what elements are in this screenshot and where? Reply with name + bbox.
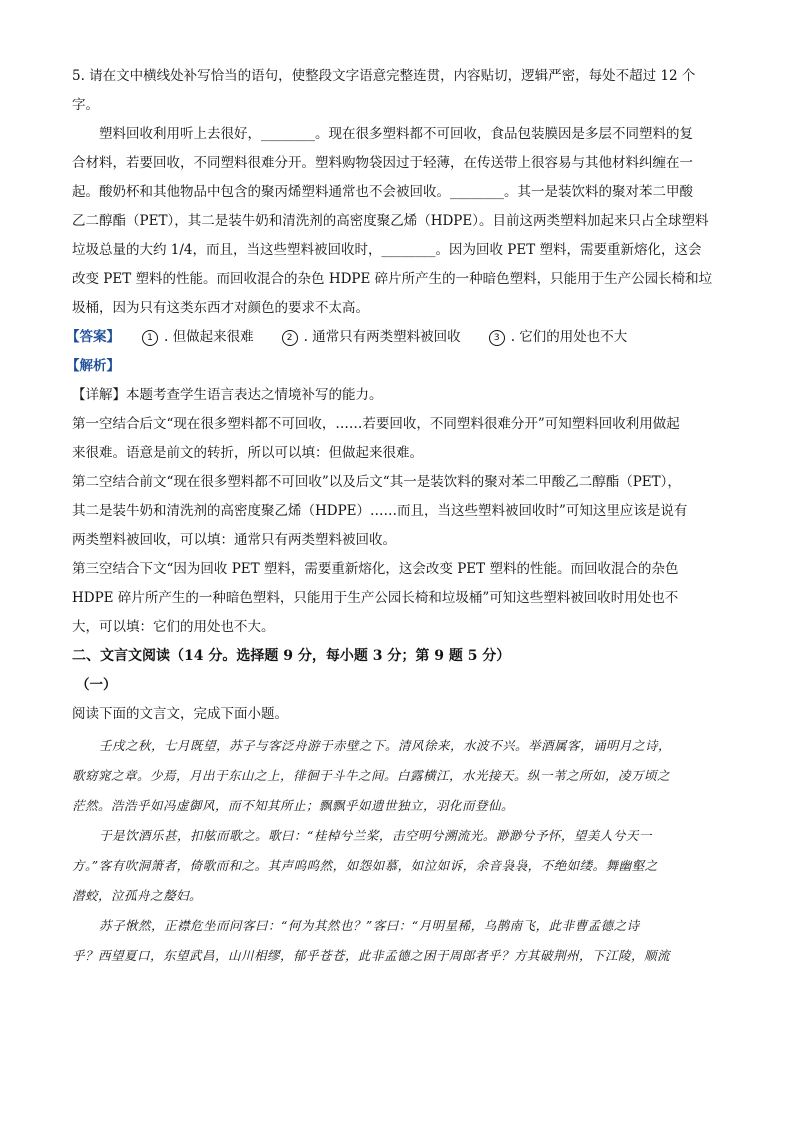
- classical-text-line: 壬戌之秋，七月既望，苏子与客泛舟游于赤壁之下。清风徐来，水波不兴。举酒属客，诵明月之诗，: [99, 738, 672, 753]
- answer-item-text: . 通常只有两类塑料被回收: [303, 329, 461, 345]
- exam-page: [66, 62, 724, 971]
- answer-tag: 【答案】: [66, 329, 120, 345]
- classical-text-line: 于是饮酒乐甚，扣舷而歌之。歌曰：“桂棹兮兰桨，击空明兮溯流光。渺渺兮予怀，望美人兮天一: [99, 828, 652, 843]
- section-2-heading: 二、文言文阅读（14 分。选择题 9 分，每小题 3 分；第 9 题 5 分）: [72, 648, 511, 664]
- analysis-tag-row: [66, 352, 724, 381]
- analysis-line: HDPE 碎片所产生的一种暗色塑料，只能用于生产公园长椅和垃圾桶”可知这些塑料被回收时用处也不: [72, 590, 679, 606]
- passage-line: 合材料，若要回收，不同塑料很难分开。塑料购物袋因过于轻薄，在传送带上很容易与其他材料纠缠在一: [72, 155, 693, 171]
- answer-item-1: [142, 323, 254, 352]
- question-5-prompt-line-2: 字。: [72, 97, 99, 113]
- answer-item-text: . 它们的用处也不大: [510, 329, 628, 345]
- circled-number-2: 2: [282, 330, 298, 346]
- classical-text-line: 茫然。浩浩乎如冯虚御风，而不知其所止；飘飘乎如遗世独立，羽化而登仙。: [72, 798, 515, 813]
- classical-text-line: 苏子愀然，正襟危坐而问客曰：“何为其然也？”客曰：“月明星稀，乌鹊南飞，此非曹孟德之诗: [99, 918, 640, 933]
- passage-line: 改变 PET 塑料的性能。而回收混合的杂色 HDPE 碎片所产生的一种暗色塑料，只能用于生产公园长椅和垃: [72, 271, 713, 287]
- passage-line: 乙二醇酯（PET），其二是装牛奶和清洗剂的高密度聚乙烯（HDPE）。目前这两类塑料加起来只占全球塑料: [72, 213, 709, 229]
- answer-item-3: [489, 323, 628, 352]
- analysis-line: 大，可以填：它们的用处也不大。: [72, 619, 275, 635]
- circled-number-1: 1: [142, 330, 158, 346]
- passage-line: 垃圾总量的大约 1/4，而且，当这些塑料被回收时，________。因为回收 PET 塑料，需要重新熔化，这会: [72, 242, 702, 258]
- analysis-line: 来很难。语意是前文的转折，所以可以填：但做起来很难。: [72, 445, 423, 461]
- classical-text-line: 乎？西望夏口，东望武昌，山川相缪，郁乎苍苍，此非孟德之困于周郎者乎？方其破荆州，下江陵，顺流: [72, 948, 671, 963]
- classical-text-line: 潜蛟，泣孤舟之嫠妇。: [72, 888, 203, 903]
- analysis-line: 第一空结合后文“现在很多塑料都不可回收，……若要回收，不同塑料很难分开”可知塑料回收利用做起: [72, 416, 680, 432]
- section-2-instruction: 阅读下面的文言文，完成下面小题。: [72, 706, 288, 722]
- analysis-line: 两类塑料被回收，可以填：通常只有两类塑料被回收。: [72, 532, 396, 548]
- analysis-tag: 【解析】: [66, 358, 120, 374]
- analysis-line: 其二是装牛奶和清洗剂的高密度聚乙烯（HDPE）……而且，当这些塑料被回收时”可知这里应该是说有: [72, 503, 688, 519]
- classical-text-line: 方。”客有吹洞箫者，倚歌而和之。其声呜呜然，如怨如慕，如泣如诉，余音袅袅，不绝如缕。舞幽壑之: [72, 858, 658, 873]
- question-5-prompt-line-1: 5. 请在文中横线处补写恰当的语句，使整段文字语意完整连贯，内容贴切，逻辑严密，每处不超过 12 个: [72, 68, 696, 84]
- analysis-line: 第二空结合前文“现在很多塑料都不可回收”以及后文“其一是装饮料的聚对苯二甲酸乙二醇酯（PET），: [72, 474, 681, 490]
- answer-item-2: [282, 323, 461, 352]
- classical-text-line: 歌窈窕之章。少焉，月出于东山之上，徘徊于斗牛之间。白露横江，水光接天。纵一苇之所如，凌万顷之: [72, 768, 671, 783]
- passage-line: 起。酸奶杯和其他物品中包含的聚丙烯塑料通常也不会被回收。________。其一是装饮料的聚对苯二甲酸: [72, 184, 693, 200]
- passage-line: 圾桶，因为只有这类东西才对颜色的要求不太高。: [72, 300, 369, 316]
- answer-item-text: . 但做起来很难: [164, 329, 254, 345]
- section-2-subheading: （一）: [76, 677, 117, 693]
- answer-row: [66, 323, 724, 352]
- circled-number-3: 3: [489, 330, 505, 346]
- analysis-line: 【详解】本题考查学生语言表达之情境补写的能力。: [72, 387, 383, 403]
- passage-line: 塑料回收利用听上去很好，________。现在很多塑料都不可回收，食品包装膜因是多层不同塑料的复: [99, 126, 693, 142]
- analysis-line: 第三空结合下文“因为回收 PET 塑料，需要重新熔化，这会改变 PET 塑料的性能。而回收混合的杂色: [72, 561, 679, 577]
